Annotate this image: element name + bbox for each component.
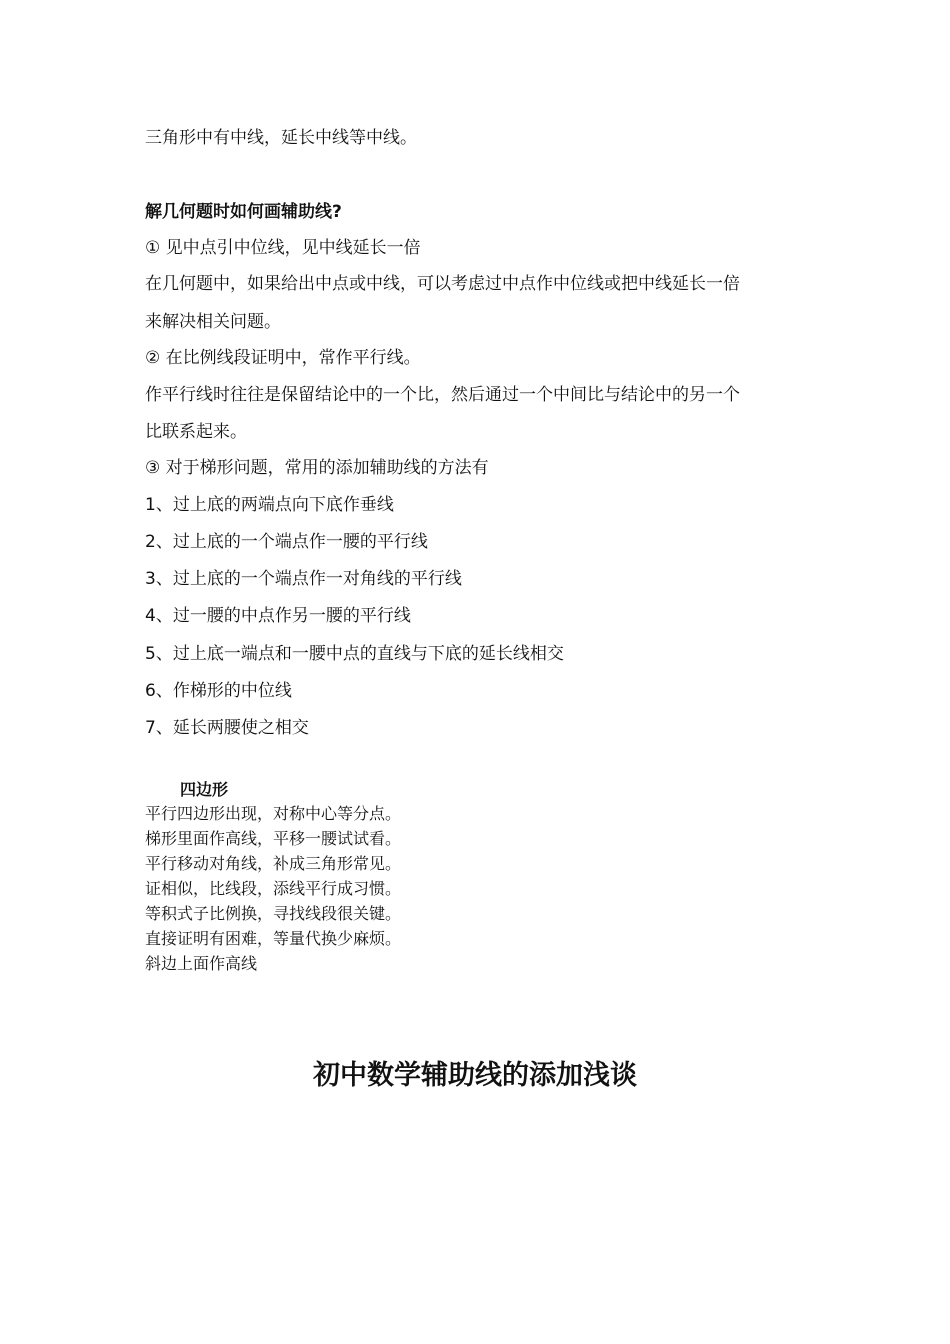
list-item: 4、过一腰的中点作另一腰的平行线 [145, 606, 411, 626]
paragraph-midpoint-detail-2: 来解决相关问题。 [145, 312, 281, 332]
list-item: 1、过上底的两端点向下底作垂线 [145, 495, 394, 515]
list-item: 6、作梯形的中位线 [145, 681, 292, 701]
paragraph-proportion-detail-1: 作平行线时往往是保留结论中的一个比，然后通过一个中间比与结论中的另一个 [145, 385, 740, 405]
verse-line: 等积式子比例换，寻找线段很关键。 [145, 904, 402, 923]
list-item: 5、过上底一端点和一腰中点的直线与下底的延长线相交 [145, 644, 564, 664]
verse-line: 斜边上面作高线 [145, 954, 258, 973]
verse-line: 平行移动对角线，补成三角形常见。 [145, 854, 402, 873]
list-item: 2、过上底的一个端点作一腰的平行线 [145, 532, 428, 552]
paragraph-trapezoid: ③ 对于梯形问题，常用的添加辅助线的方法有 [145, 458, 489, 478]
paragraph-proportion-detail-2: 比联系起来。 [145, 422, 247, 442]
verse-line: 直接证明有困难，等量代换少麻烦。 [145, 929, 402, 948]
verse-line: 平行四边形出现，对称中心等分点。 [145, 804, 402, 823]
document-title: 初中数学辅助线的添加浅谈 [313, 1060, 637, 1091]
section-heading-quadrilateral: 四边形 [180, 780, 229, 799]
list-item: 7、延长两腰使之相交 [145, 718, 309, 738]
paragraph-proportion: ② 在比例线段证明中，常作平行线。 [145, 348, 421, 368]
verse-line: 梯形里面作高线，平移一腰试试看。 [145, 829, 402, 848]
verse-line: 证相似，比线段，添线平行成习惯。 [145, 879, 402, 898]
intro-line: 三角形中有中线，延长中线等中线。 [145, 128, 417, 148]
paragraph-midpoint-detail-1: 在几何题中，如果给出中点或中线，可以考虑过中点作中位线或把中线延长一倍 [145, 274, 740, 294]
list-item: 3、过上底的一个端点作一对角线的平行线 [145, 569, 462, 589]
paragraph-midpoint: ① 见中点引中位线，见中线延长一倍 [145, 238, 421, 258]
section-heading-auxiliary-lines: 解几何题时如何画辅助线? [145, 202, 342, 222]
